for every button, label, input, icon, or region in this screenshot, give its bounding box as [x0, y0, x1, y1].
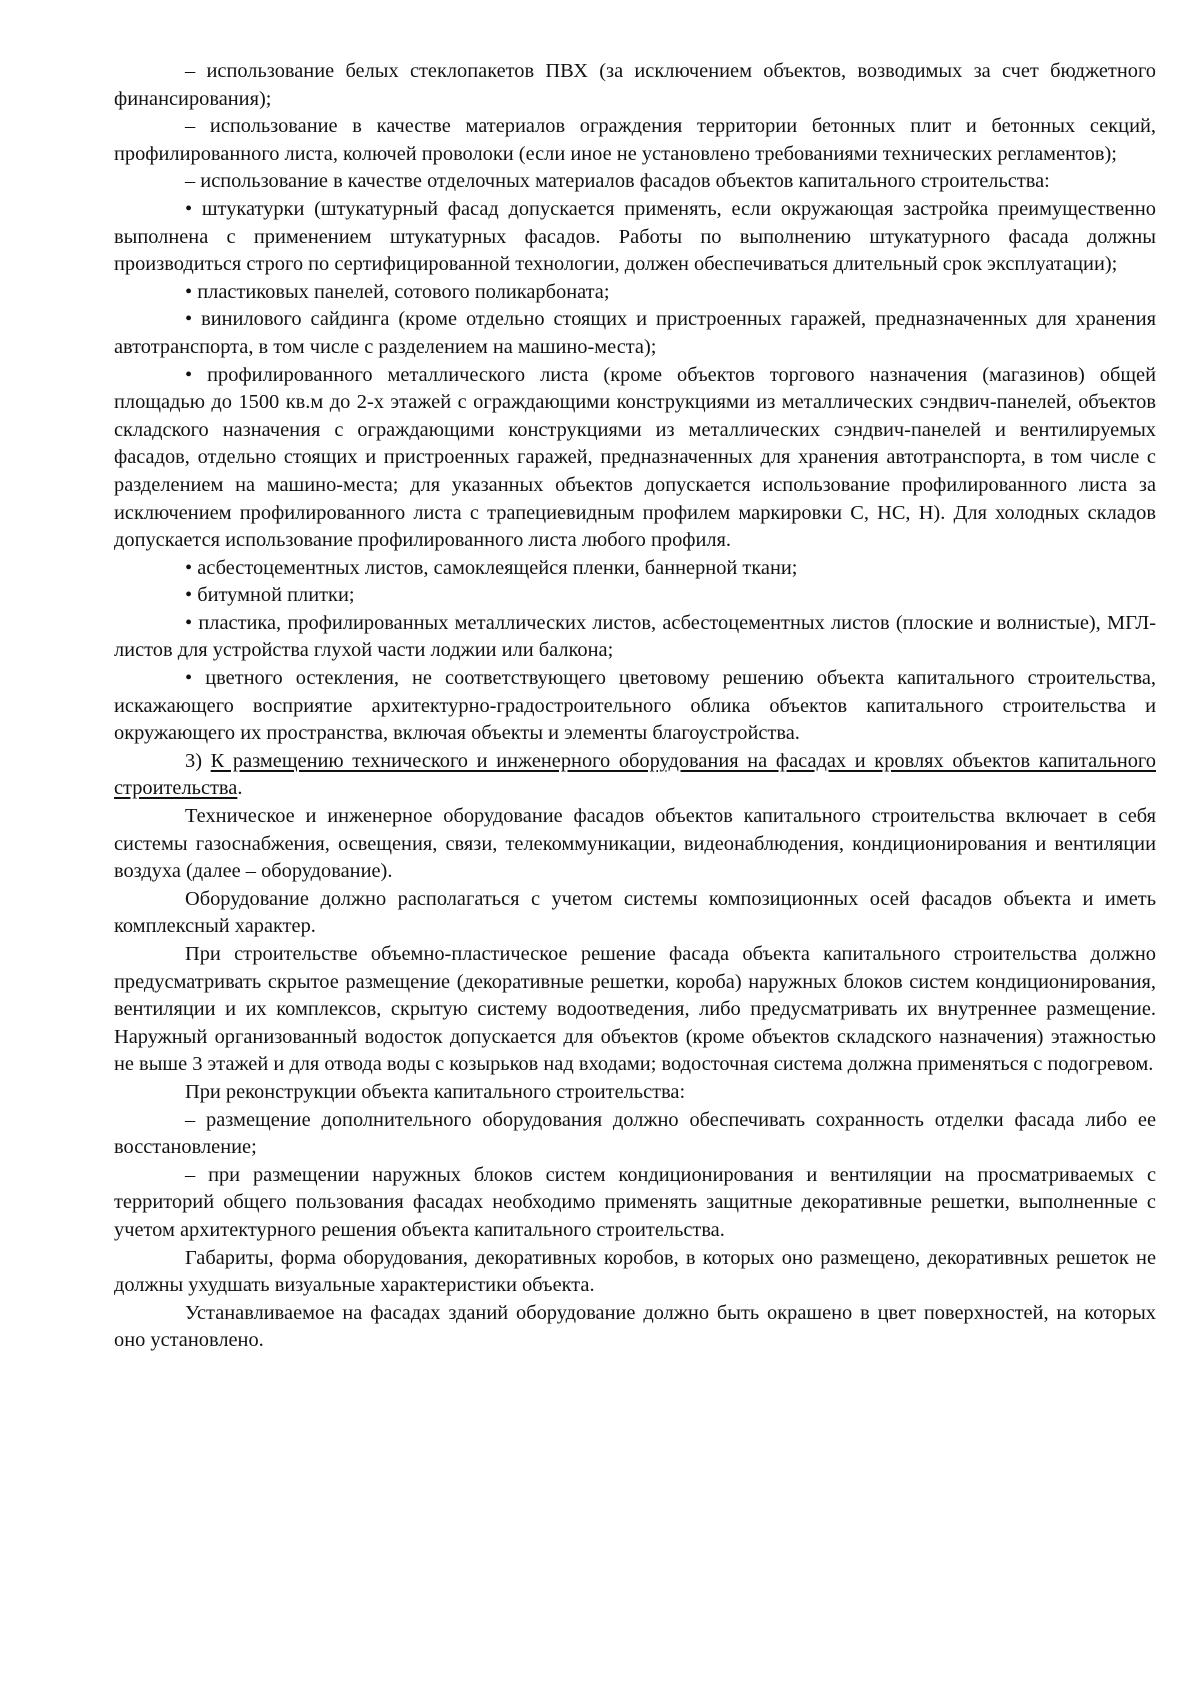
- bullet-asbestos-sheets: • асбестоцементных листов, самоклеящейся пленки, баннерной ткани;: [185, 556, 798, 579]
- bullet-colored-glazing: • цветного остекления, не соответствующего цветовому решению объекта капитального строительства, искажающего восприятие архитектурно-градостроительного облика объектов капитального строительства и окружающего их пространства, включая объекты и элементы благоустройства.: [114, 667, 1156, 745]
- paragraph-reconstruction-intro: При реконструкции объекта капитального строительства:: [185, 1080, 686, 1103]
- bullet-profiled-sheet: • профилированного металлического листа (кроме объектов торгового назначения (магазинов) общей площадью до 1500 кв.м до 2-х этажей с ограждающими конструкциями из металлических сэндвич-панелей, объектов складского назначения с ограждающими конструкциями из металлических сэндвич-панелей и вентилируемых фасадов, отдельно стоящих и пристроенных гаражей, предназначенных для хранения автотранспорта, в том числе с разделением на машино-места; для указанных объектов допускается использование профилированного листа за исключением профилированного листа с трапециевидным профилем маркировки С, НС, Н). Для холодных складов допускается использование профилированного листа любого профиля.: [114, 363, 1156, 552]
- document-page: [114, 58, 1156, 1355]
- paragraph-construction-requirements: При строительстве объемно-пластическое решение фасада объекта капитального строительства должно предусматривать скрытое размещение (декоративные решетки, короба) наружных блоков систем кондиционирования, вентиляции и их комплексов, скрытую систему водоотведения, либо предусматривать их внутреннее размещение. Наружный организованный водосток допускается для объектов (кроме объектов складского назначения) этажностью не выше 3 этажей и для отвода воды с козырьков над входами; водосточная система должна применяться с подогревом.: [114, 943, 1156, 1076]
- bullet-plaster: • штукатурки (штукатурный фасад допускается применять, если окружающая застройка преимущественно выполнена с применением штукатурных фасадов. Работы по выполнению штукатурного фасада должны производиться строго по сертифицированной технологии, должен обеспечиваться длительный срок эксплуатации);: [114, 197, 1156, 276]
- paragraph-equipment-dimensions: Габариты, форма оборудования, декоративных коробов, в которых оно размещено, декоративных решеток не должны ухудшать визуальные характеристики объекта.: [114, 1246, 1156, 1297]
- paragraph-facade-finishing: – использование в качестве отделочных материалов фасадов объектов капитального строительства:: [185, 170, 1050, 193]
- bullet-bitumen-tiles: • битумной плитки;: [185, 584, 355, 607]
- paragraph-fence-materials: – использование в качестве материалов ограждения территории бетонных плит и бетонных секций, профилированного листа, колючей проволоки (если иное не установлено требованиями технических регламентов);: [114, 115, 1156, 165]
- paragraph-equipment-placement: Оборудование должно располагаться с учетом системы композиционных осей фасадов объекта и иметь комплексный характер.: [114, 887, 1156, 938]
- section-heading-3: 3) К размещению технического и инженерного оборудования на фасадах и кровлях объектов капитального строительства.: [114, 749, 1156, 800]
- paragraph-additional-equipment: – размещение дополнительного оборудования должно обеспечивать сохранность отделки фасада либо ее восстановление;: [114, 1108, 1156, 1159]
- bullet-vinyl-siding: • винилового сайдинга (кроме отдельно стоящих и пристроенных гаражей, предназначенных для хранения автотранспорта, в том числе с разделением на машино-места);: [114, 308, 1157, 358]
- section-heading-3-title: К размещению технического и инженерного оборудования на фасадах и кровлях объектов капитального строительства: [114, 749, 1156, 800]
- paragraph-decorative-grilles: – при размещении наружных блоков систем кондиционирования и вентиляции на просматриваемых с территорий общего пользования фасадах необходимо применять защитные декоративные решетки, выполненные с учетом архитектурного решения объекта капитального строительства.: [114, 1163, 1156, 1241]
- bullet-balcony-materials: • пластика, профилированных металлических листов, асбестоцементных листов (плоские и волнистые), МГЛ-листов для устройства глухой части лоджии или балкона;: [114, 611, 1156, 662]
- paragraph-equipment-color: Устанавливаемое на фасадах зданий оборудование должно быть окрашено в цвет поверхностей, на которых оно установлено.: [114, 1301, 1156, 1352]
- bullet-plastic-panels: • пластиковых панелей, сотового поликарбоната;: [185, 280, 610, 303]
- paragraph-upvc-windows: – использование белых стеклопакетов ПВХ (за исключением объектов, возводимых за счет бюджетного финансирования);: [114, 60, 1156, 110]
- paragraph-equipment-definition: Техническое и инженерное оборудование фасадов объектов капитального строительства включает в себя системы газоснабжения, освещения, связи, телекоммуникации, видеонаблюдения, кондиционирования и вентиляции воздуха (далее – оборудование).: [114, 805, 1156, 883]
